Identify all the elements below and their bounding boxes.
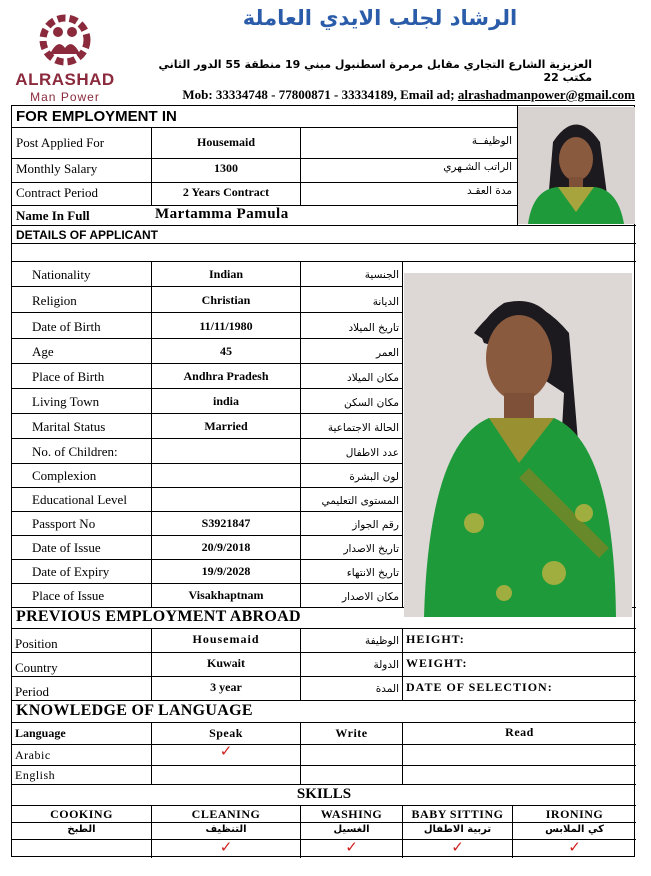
company-logo — [10, 12, 120, 102]
monthly-salary-label: Monthly Salary — [16, 161, 98, 176]
detail-label-nationality: Nationality — [32, 267, 91, 282]
previous-employment-title: PREVIOUS EMPLOYMENT ABROAD — [16, 608, 301, 625]
contract-period-value: 2 Years Contract — [182, 185, 270, 199]
detail-label-ar-passport-no: رقم الجواز — [352, 519, 399, 531]
detail-label-ar-dob: تاريخ الميلاد — [348, 322, 399, 334]
applicant-photo-large — [404, 273, 632, 617]
detail-value-date-of-expiry: 19/9/2028 — [201, 564, 251, 578]
language-header-read: Read — [505, 725, 534, 739]
language-section-title: KNOWLEDGE OF LANGUAGE — [16, 702, 253, 719]
post-applied-value: Housemaid — [196, 135, 255, 149]
detail-value-living-town: india — [212, 394, 239, 408]
skill-check-icon-washing: ✓ — [345, 838, 358, 856]
gear-people-logo-icon — [32, 12, 98, 68]
skill-name-ar-washing: الغسيل — [333, 824, 370, 835]
post-applied-label: Post Applied For — [16, 135, 105, 150]
detail-label-ar-children: عدد الاطفال — [345, 447, 399, 459]
detail-label-date-of-expiry: Date of Expiry — [32, 564, 110, 579]
prev-value-period: 3 year — [210, 680, 242, 694]
detail-value-dob: 11/11/1980 — [199, 319, 253, 333]
application-form — [11, 105, 635, 857]
contact-phones: Mob: 33334748 - 77800871 - 33334189, Email ad; — [182, 87, 458, 102]
detail-label-ar-nationality: الجنسية — [364, 269, 399, 281]
detail-label-date-of-issue: Date of Issue — [32, 540, 101, 555]
detail-label-ar-religion: الديانة — [372, 296, 399, 308]
detail-label-ar-marital-status: الحالة الاجتماعية — [327, 422, 399, 434]
skill-name-cooking: COOKING — [50, 807, 113, 821]
detail-label-ar-date-of-issue: تاريخ الاصدار — [343, 543, 399, 555]
detail-label-religion: Religion — [32, 293, 77, 308]
skill-name-cleaning: CLEANING — [191, 807, 261, 821]
prev-label-country: Country — [15, 660, 58, 675]
skill-name-baby-sitting: BABY SITTING — [411, 807, 504, 821]
detail-label-place-of-issue: Place of Issue — [32, 588, 105, 603]
detail-label-ar-living-town: مكان السكن — [344, 397, 399, 409]
contract-period-label: Contract Period — [16, 185, 98, 200]
skills-section-title: SKILLS — [296, 786, 352, 802]
weight-label: WEIGHT: — [406, 656, 468, 670]
skill-check-icon-ironing: ✓ — [568, 838, 581, 856]
post-applied-label-ar: الوظيفــة — [471, 135, 512, 147]
skill-check-icon-baby-sitting: ✓ — [451, 838, 464, 856]
skill-name-ar-cooking: الطبخ — [67, 824, 96, 835]
detail-label-ar-complexion: لون البشرة — [349, 471, 399, 483]
detail-label-ar-place-of-issue: مكان الاصدار — [342, 591, 399, 603]
detail-label-place-of-birth: Place of Birth — [32, 369, 105, 384]
prev-label-ar-country: الدولة — [373, 659, 399, 671]
detail-value-passport-no: S3921847 — [201, 516, 251, 530]
skill-check-icon-cleaning: ✓ — [219, 838, 233, 856]
arabic-speak-check-icon: ✓ — [219, 742, 233, 760]
detail-value-age: 45 — [220, 344, 232, 358]
detail-value-religion: Christian — [201, 293, 251, 307]
skill-name-washing: WASHING — [320, 807, 383, 821]
date-of-selection-label: DATE OF SELECTION: — [406, 680, 553, 694]
skill-name-ar-ironing: كي الملابس — [545, 824, 604, 835]
language-row-arabic: Arabic — [15, 748, 51, 762]
detail-label-ar-date-of-expiry: تاريخ الانتهاء — [346, 567, 399, 579]
detail-label-children: No. of Children: — [32, 444, 118, 459]
prev-label-position: Position — [15, 636, 58, 651]
logo-name: ALRASHAD — [15, 70, 115, 89]
contact-line — [110, 87, 635, 103]
name-in-full-value: Martamma Pamula — [155, 206, 289, 222]
detail-value-place-of-birth: Andhra Pradesh — [183, 369, 269, 383]
detail-label-ar-age: العمر — [375, 347, 399, 359]
logo-subtitle: Man Power — [30, 90, 100, 104]
prev-value-position: Housemaid — [192, 632, 260, 646]
language-row-english: English — [15, 768, 56, 782]
language-header-write: Write — [335, 726, 368, 740]
prev-label-period: Period — [15, 684, 49, 699]
skill-name-ar-baby-sitting: تربية الاطفال — [423, 824, 492, 835]
detail-label-education: Educational Level — [32, 492, 127, 507]
language-header-speak: Speak — [209, 726, 243, 740]
detail-label-passport-no: Passport No — [32, 516, 96, 531]
company-address-arabic: العزيزية الشارع التجاري مقابل مرمرة اسطنبول مبني 19 منطقة 55 الدور الثاني مكتب 22 — [158, 58, 592, 84]
applicant-photo-small — [518, 107, 635, 224]
detail-value-date-of-issue: 20/9/2018 — [201, 540, 251, 554]
detail-value-marital-status: Married — [204, 419, 248, 433]
detail-label-age: Age — [32, 344, 54, 359]
detail-label-ar-place-of-birth: مكان الميلاد — [347, 372, 399, 384]
monthly-salary-label-ar: الراتب الشـهري — [443, 161, 512, 173]
detail-label-complexion: Complexion — [32, 468, 97, 483]
company-title-arabic: الرشاد لجلب الايدي العاملة — [242, 6, 518, 30]
monthly-salary-value: 1300 — [214, 161, 238, 175]
detail-label-ar-education: المستوى التعليمي — [321, 495, 399, 507]
detail-label-living-town: Living Town — [32, 394, 100, 409]
detail-label-dob: Date of Birth — [32, 319, 101, 334]
prev-label-ar-period: المدة — [375, 683, 399, 695]
name-in-full-label: Name In Full — [16, 208, 90, 223]
contract-period-label-ar: مدة العقـد — [466, 185, 512, 197]
height-label: HEIGHT: — [406, 632, 465, 646]
prev-value-country: Kuwait — [206, 656, 245, 670]
contact-email-link[interactable]: alrashadmanpower@gmail.com — [457, 87, 635, 102]
details-section-title: DETAILS OF APPLICANT — [16, 228, 158, 242]
employment-section-title: FOR EMPLOYMENT IN — [16, 108, 177, 125]
prev-label-ar-position: الوظيفة — [364, 635, 399, 647]
detail-value-place-of-issue: Visakhaptnam — [188, 588, 264, 602]
skill-name-ironing: IRONING — [545, 807, 604, 821]
detail-value-nationality: Indian — [208, 267, 244, 281]
language-header-language: Language — [15, 726, 66, 740]
skill-name-ar-cleaning: التنظيف — [205, 824, 247, 835]
detail-label-marital-status: Marital Status — [32, 419, 106, 434]
